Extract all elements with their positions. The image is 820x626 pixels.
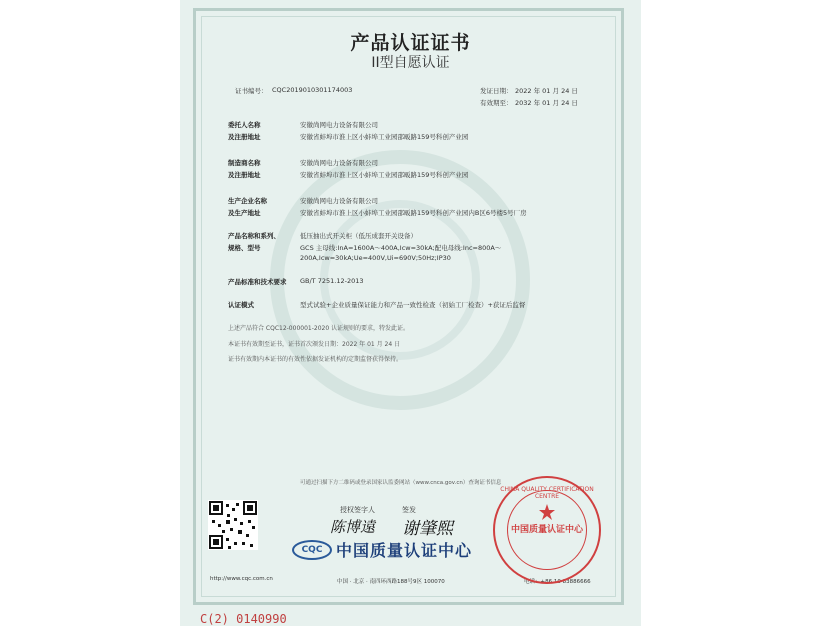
verify-note: 可通过扫描下方二维码或登录国家认监委网站（www.cnca.gov.cn）查询证书信息 [300,480,502,486]
note-line: 证书有效期内本证书的有效性依据发证机构的定期监督获得保持。 [228,356,403,363]
serial-number: C(2) 0140990 [200,612,287,626]
field-label: 产品标准和技术要求 [228,278,287,286]
field-value: 安徽省蚌埠市淮上区小蚌埠工业园邵畈路159号科创产业园内B区6号楼5号厂房 [300,209,527,217]
issue-label: 发证日期： [480,87,513,95]
field-label: 制造商名称 [228,159,261,167]
field-value: 安徽尚网电力设备有限公司 [300,159,378,167]
certificate-title: 产品认证证书 [350,32,471,54]
field-label: 及生产地址 [228,209,261,217]
field-value: 安徽尚网电力设备有限公司 [300,197,378,205]
field-value: 安徽尚网电力设备有限公司 [300,121,378,129]
field-value: GCS 主母线:InA=1600A～400A,Icw=30kA;配电母线:Inc=800A～ [300,244,502,252]
field-label: 及注册地址 [228,133,261,141]
org-name: 中国质量认证中心 [336,541,473,560]
field-label: 认证模式 [228,301,254,309]
seal-ring-text: CHINA QUALITY CERTIFICATION CENTRE [500,486,594,500]
org-address: 中国 · 北京 · 南四环西路188号9区 100070 [337,579,445,585]
field-label: 规格、型号 [228,244,261,252]
field-value: 低压抽出式开关柜（低压成套开关设备） [300,232,417,240]
issue-date: 2022 年 01 月 24 日 [515,87,578,95]
field-value: 200A,Icw=30kA;Ue=400V,Ui=690V;50Hz;IP30 [300,254,451,262]
signature-1: 陈博遠 [330,518,376,536]
certificate-subtitle: II型自愿认证 [371,55,450,71]
note-line: 上述产品符合 CQC12-000001-2020 认证规则的要求，特发此证。 [228,325,410,332]
org-phone: 电话：+86 10 83886666 [524,579,591,585]
signer-label: 授权签字人 [340,506,375,514]
cert-no-label: 证书编号： [235,87,268,95]
note-line: 本证书有效期至证书，证书首次颁发日期：2022 年 01 月 24 日 [228,341,401,348]
star-icon [539,504,555,520]
qr-code[interactable] [208,500,258,550]
sign-label: 签发 [402,506,416,514]
website-link[interactable]: http://www.cqc.com.cn [210,576,273,582]
cert-no: CQC2019010301174003 [272,86,353,94]
field-value: 型式试验+企业质量保证能力和产品一致性检查（初始工厂检查）+获证后监督 [300,301,526,309]
field-label: 生产企业名称 [228,197,267,205]
field-label: 委托人名称 [228,121,261,129]
signature-2: 谢肇熙 [402,519,453,539]
official-seal [493,476,601,584]
field-value: GB/T 7251.12-2013 [300,277,364,285]
expiry-date: 2032 年 01 月 24 日 [515,99,578,107]
cqc-logo: CQC [292,540,332,560]
field-label: 及注册地址 [228,171,261,179]
field-label: 产品名称和系列、 [228,232,280,240]
expiry-label: 有效期至： [480,99,513,107]
certificate-page [180,0,641,626]
field-value: 安徽省蚌埠市淮上区小蚌埠工业园邵畈路159号科创产业园 [300,171,469,179]
field-value: 安徽省蚌埠市淮上区小蚌埠工业园邵畈路159号科创产业园 [300,133,469,141]
seal-center-text: 中国质量认证中心 [510,525,583,535]
